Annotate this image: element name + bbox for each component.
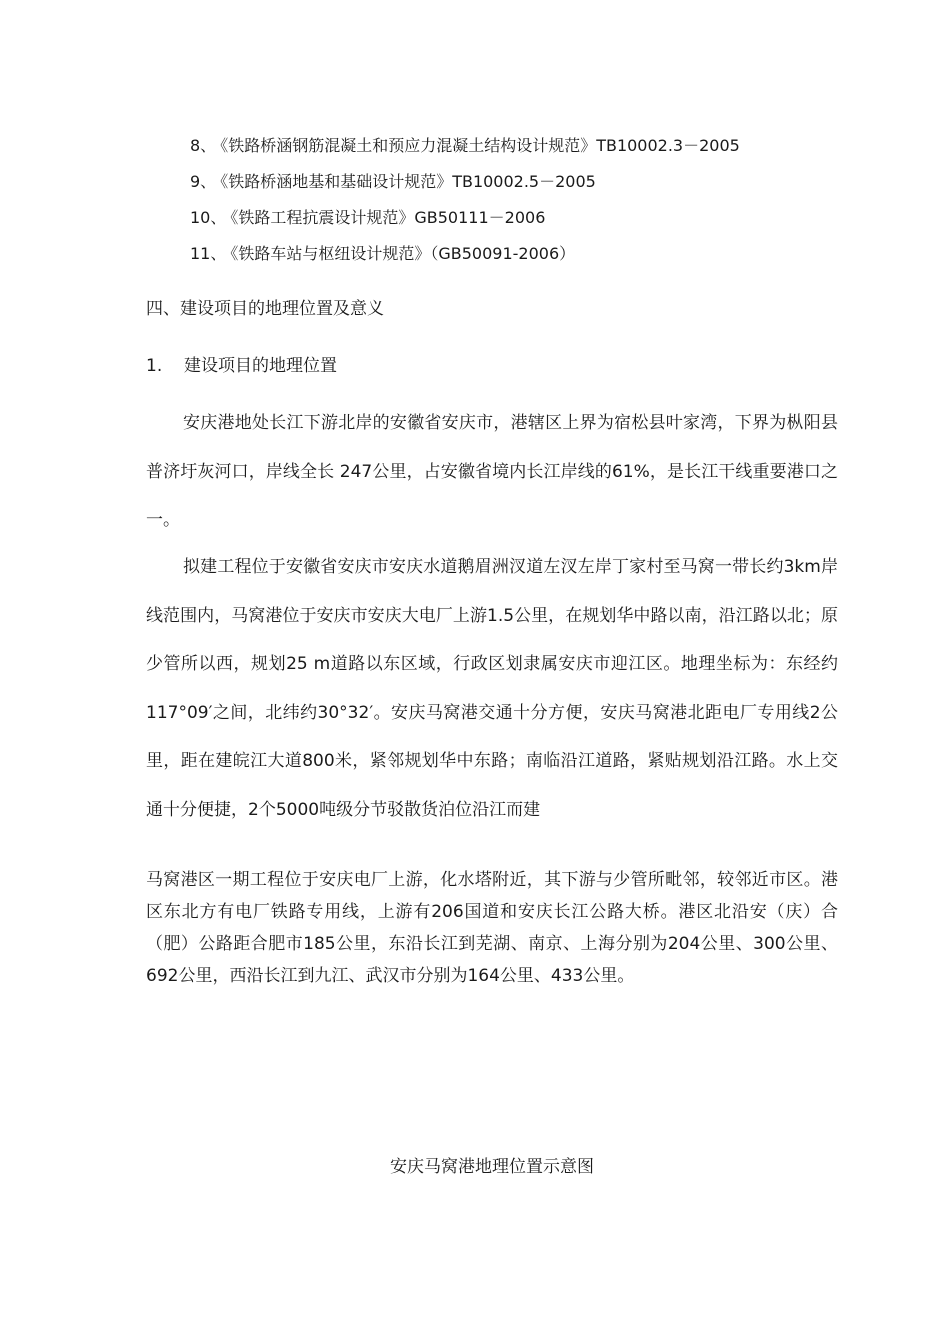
reference-number: 11、: [190, 244, 227, 263]
reference-number: 10、: [190, 208, 227, 227]
reference-text: 《铁路桥涵钢筋混凝土和预应力混凝土结构设计规范》TB10002.3－2005: [220, 136, 740, 155]
sub-heading: [146, 351, 337, 381]
paragraph-project-location: 拟建工程位于安徽省安庆市安庆水道鹅眉洲汊道左汊左岸丁家村至马窝一带长约3km岸线范围内，马窝港位于安庆市安庆大电厂上游1.5公里，在规划华中路以南，沿江路以北；原少管所以西，规划25 m道路以东区域，行政区划隶属安庆市迎江区。地理坐标为：东经约117°09′之间，北纬约30°32′。安庆马窝港交通十分方便，安庆马窝港北距电厂专用线2公里，距在建皖江大道800米，紧邻规划华中东路；南临沿江道路，紧贴规划沿江路。水上交通十分便捷，2个5000吨级分节驳散货泊位沿江而建: [146, 557, 838, 820]
paragraph-port-overview: 安庆港地处长江下游北岸的安徽省安庆市，港辖区上界为宿松县叶家湾，下界为枞阳县普济圩灰河口，岸线全长 247公里，占安徽省境内长江岸线的61%，是长江干线重要港口之一。: [146, 413, 838, 530]
reference-item: [190, 236, 740, 272]
reference-item: [190, 164, 740, 200]
reference-text: 《铁路车站与枢纽设计规范》（GB50091-2006）: [230, 244, 576, 263]
section-heading: 四、建设项目的地理位置及意义: [146, 299, 384, 319]
reference-list: [190, 128, 740, 272]
reference-item: [190, 128, 740, 164]
reference-number: 9、: [190, 172, 217, 191]
reference-text: 《铁路工程抗震设计规范》GB50111－2006: [230, 208, 546, 227]
reference-text: 《铁路桥涵地基和基础设计规范》TB10002.5－2005: [220, 172, 596, 191]
paragraph-phase-one: 马窝港区一期工程位于安庆电厂上游，化水塔附近，其下游与少管所毗邻，较邻近市区。港区东北方有电厂铁路专用线，上游有206国道和安庆长江公路大桥。港区北沿安（庆）合（肥）公路距合肥市185公里，东沿长江到芜湖、南京、上海分别为204公里、300公里、692公里，西沿长江到九江、武汉市分别为164公里、433公里。: [146, 870, 838, 986]
reference-item: [190, 200, 740, 236]
figure-caption: 安庆马窝港地理位置示意图: [390, 1157, 594, 1177]
reference-number: 8、: [190, 136, 217, 155]
sub-heading-text: 建设项目的地理位置: [184, 356, 337, 376]
sub-heading-number: 1.: [146, 356, 163, 376]
